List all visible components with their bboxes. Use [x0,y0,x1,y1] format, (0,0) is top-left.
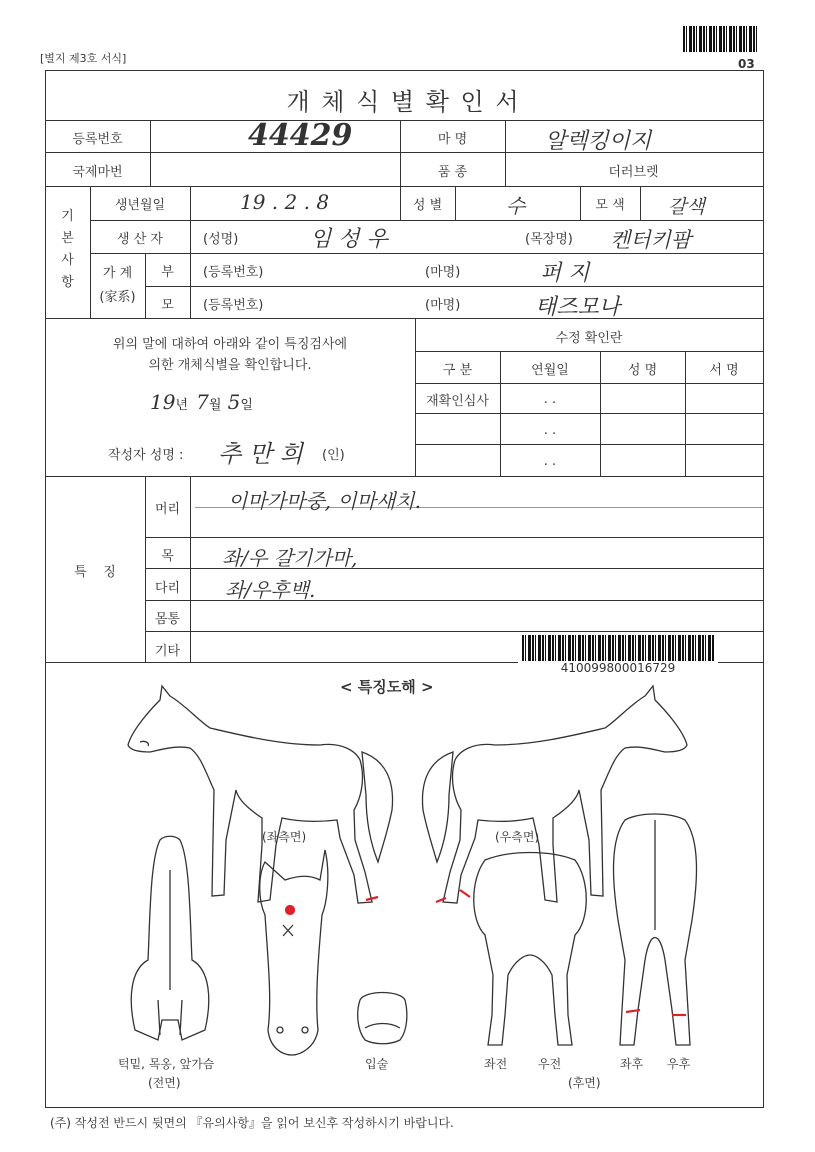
front-legs-view [474,853,587,1046]
legs-value: 좌/우후백. [225,578,316,602]
right-side-horse [422,686,687,903]
diagram-title: < 특징도해 > [340,678,434,696]
head-value: 이마가마중, 이마새치. [228,489,421,513]
dam-name-label: (마명) [425,298,461,313]
breeder-name-value: 임 성 우 [310,227,388,252]
author-seal: (인) [322,448,345,463]
features-section-label: 특 징 [74,565,116,580]
sire-name-label: (마명) [425,265,461,280]
front-view-caption: (전면) [148,1076,181,1090]
revision-row-date: . . [543,454,557,469]
intl-no-label: 국제마번 [72,165,123,180]
basic-section-label: 기 본 사 항 [61,209,74,290]
breed-value: 더러브렛 [608,165,659,180]
muzzle-view [358,993,407,1044]
revision-header-type: 구 분 [442,363,473,378]
body-label: 몸통 [154,612,181,627]
left-side-horse [128,686,393,903]
pedigree-label: 가 계 (家系) [99,266,136,305]
head-label: 머리 [154,502,181,517]
reg-no-label: 등록번호 [72,132,123,147]
barcode-number: 410099800016729 [560,661,676,675]
red-marks [286,890,686,1015]
neck-label: 목 [161,549,174,564]
fore-left-caption: 좌전 [484,1057,508,1071]
revision-row-kind: 재확인심사 [426,394,489,409]
fore-right-caption: 우전 [538,1057,562,1071]
face-view-horse [260,850,328,1055]
revision-header-date: 연월일 [531,363,569,378]
other-label: 기타 [154,644,181,659]
sex-value: 수 [506,194,526,218]
rear-view-caption: (후면) [568,1076,601,1090]
hind-right-caption: 우후 [667,1057,691,1071]
color-value: 갈색 [668,196,705,218]
revision-row-date: . . [543,392,557,407]
breed-label: 품 종 [437,165,468,180]
form-reference: [별지 제3호 서식] [40,52,127,65]
revision-header-name: 성 명 [627,363,658,378]
sex-label: 성 별 [412,198,443,213]
issue-date: 19년 7월 5일 [150,390,253,414]
reg-no-value: 44429 [248,118,353,153]
sire-label: 부 [161,265,174,280]
neck-value: 좌/우 갈기가마, [222,546,358,570]
author-label: 작성자 성명 : [108,448,184,463]
statement-line1: 위의 말에 대하여 아래와 같이 특징검사에 [112,337,348,352]
sire-reg-label: (등록번호) [203,265,264,280]
dam-reg-label: (등록번호) [203,298,264,313]
farm-value: 켄터키팜 [610,228,692,252]
dam-name-value: 태즈모나 [535,295,621,320]
farm-label: (목장명) [525,232,573,247]
left-side-caption: (좌측면) [262,830,307,844]
footer-note: (주) 작성전 반드시 뒷면의 『유의사항』을 읽어 보신후 작성하시기 바랍니다. [50,1116,454,1130]
birth-value: 19 . 2 . 8 [240,190,330,214]
color-label: 모 색 [595,198,625,213]
author-name: 추 만 희 [218,440,303,468]
dam-label: 모 [161,298,174,313]
horse-name-value: 알렉킹이지 [545,129,652,154]
horse-name-label: 마 명 [437,132,468,147]
revision-row-date: . . [543,423,557,438]
rear-view-horse [614,814,697,1045]
breeder-label: 생 산 자 [117,232,163,247]
hind-left-caption: 좌후 [620,1057,644,1071]
right-side-caption: (우측면) [495,830,540,844]
form-title: 개 체 식 별 확 인 서 [286,88,521,116]
revision-title: 수정 확인란 [555,331,623,346]
page-code: 03 [738,57,755,71]
birth-label: 생년월일 [114,198,166,213]
breeder-name-label: (성명) [203,232,239,247]
front-caption: 턱밑, 목옹, 앞가슴 [118,1057,215,1071]
front-view-horse [131,836,208,1040]
revision-header-sign: 서 명 [709,363,739,378]
muzzle-caption: 입술 [365,1057,389,1071]
sire-name-value: 퍼 지 [540,261,590,286]
statement-line2: 의한 개체식별을 확인합니다. [148,358,312,373]
legs-label: 다리 [154,581,181,596]
